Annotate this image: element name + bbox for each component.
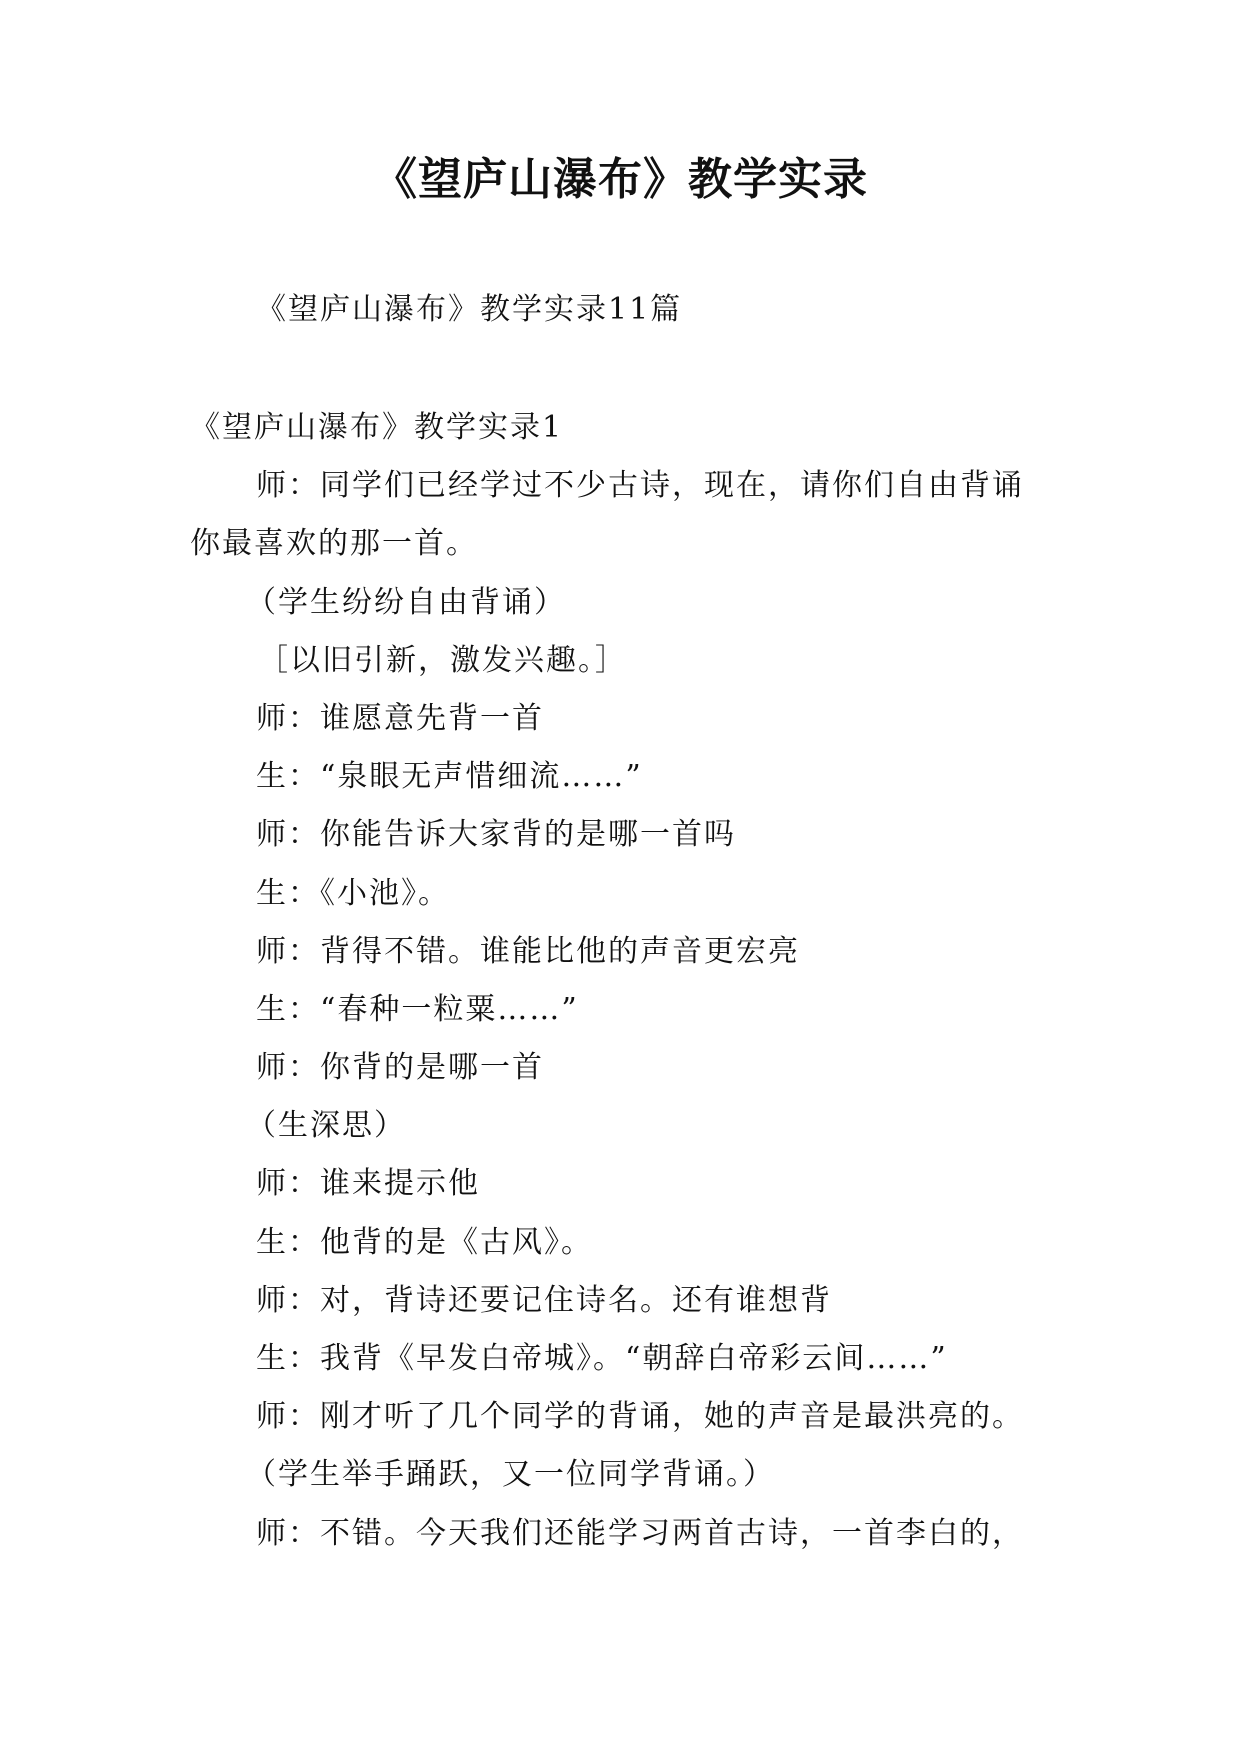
paragraph-continuation: 你最喜欢的那一首。 [190,526,478,562]
section-heading: 《望庐山瀑布》教学实录1 [190,410,564,445]
paragraph: 师：谁来提示他 [256,1166,480,1202]
paragraph: 师：背得不错。谁能比他的声音更宏亮 [256,933,800,969]
paragraph: 生：我背《早发白帝城》。“朝辞白帝彩云间……” [256,1341,948,1376]
paragraph: 师：谁愿意先背一首 [256,700,544,736]
paragraph: 师：你能告诉大家背的是哪一首吗 [256,817,736,853]
paragraph: 师：对，背诗还要记住诗名。还有谁想背 [256,1282,832,1318]
document-subtitle: 《望庐山瀑布》教学实录11篇 [256,292,683,327]
paragraph: 师：同学们已经学过不少古诗，现在，请你们自由背诵 [256,468,1024,504]
paragraph: 生：“春种一粒粟……” [256,991,579,1027]
document-body [190,408,1070,1572]
paragraph: 师：你背的是哪一首 [256,1050,544,1086]
paragraph: 师：不错。今天我们还能学习两首古诗，一首李白的， [256,1515,1024,1551]
paragraph: 生：《小池》。 [256,875,450,911]
document-title: 《望庐山瀑布》教学实录 [373,154,868,205]
paragraph: 生：“泉眼无声惜细流……” [256,759,643,795]
paragraph: ［以旧引新，激发兴趣。］ [258,642,627,678]
paragraph: （学生纷纷自由背诵） [246,584,566,620]
paragraph: （生深思） [246,1108,406,1144]
paragraph: （学生举手踊跃，又一位同学背诵。） [246,1457,775,1493]
paragraph: 生：他背的是《古风》。 [256,1224,593,1260]
paragraph: 师：刚才听了几个同学的背诵，她的声音是最洪亮的。 [256,1399,1024,1435]
